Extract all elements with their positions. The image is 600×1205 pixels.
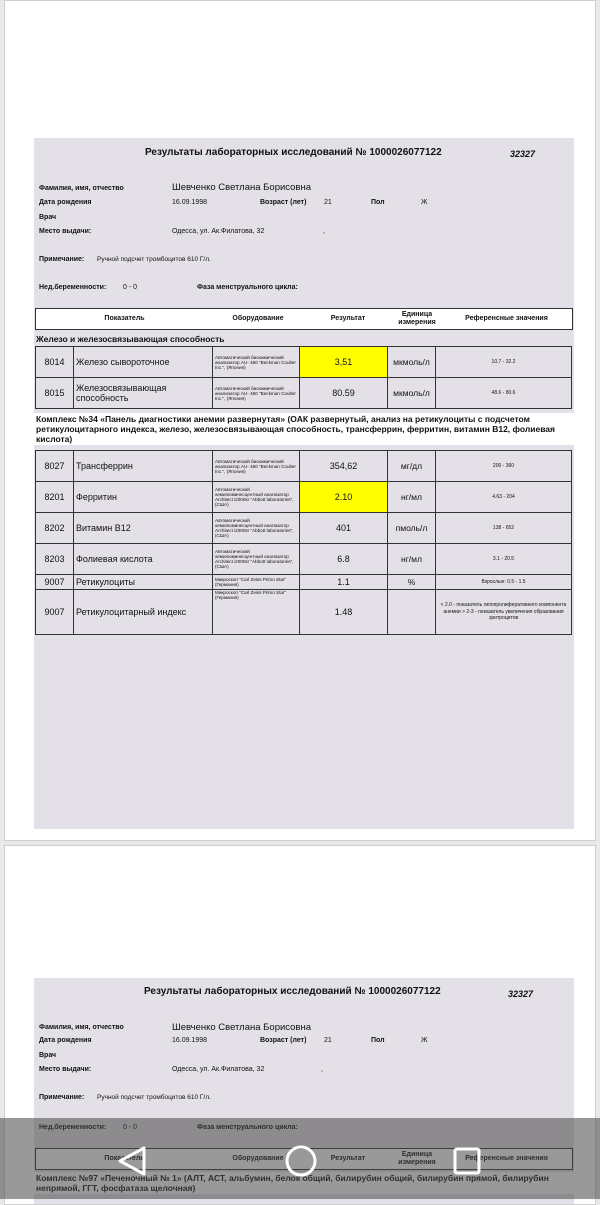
- test-unit: [388, 590, 436, 635]
- test-name: Трансферрин: [74, 451, 213, 482]
- table-row: [36, 544, 572, 575]
- place-label: Место выдачи:: [39, 1066, 92, 1073]
- place-value: Одесса, ул. Ак.Филатова, 32: [172, 1066, 265, 1073]
- results-table-header: [35, 308, 573, 330]
- test-name: Железосвязывающая способность: [74, 378, 213, 409]
- section-title: Комплекс №34 «Панель диагностики анемии развернутая» (ОАК развернутый, анализ на ретикулоциты с подсчетом ретикулоцитарного индекса, железо, железосвязывающая способность, трансферрин, ферритин, витамин В12, фолиевая кислота): [34, 413, 574, 445]
- dob-label: Дата рождения: [39, 199, 92, 206]
- test-code: 9007: [36, 590, 74, 635]
- test-equipment: Микроскоп "Carl Zeiss Primo Star" (Германия): [213, 575, 300, 590]
- age-value: 21: [324, 1037, 332, 1044]
- test-equipment: Автоматический биохимический анализатор AU- 480 "Beckman Coulter Inc.", (Япония): [213, 378, 300, 409]
- pregnancy-label: Нед.беременности:: [39, 284, 107, 291]
- test-name: Ретикулоцитарный индекс: [74, 590, 213, 635]
- doctor-label: Врач: [39, 1052, 57, 1059]
- test-result: 6.8: [300, 544, 388, 575]
- test-result: 80.59: [300, 378, 388, 409]
- age-label: Возраст (лет): [260, 199, 307, 206]
- age-value: 21: [324, 199, 332, 206]
- dob-label: Дата рождения: [39, 1037, 92, 1044]
- test-result: 3,51: [300, 347, 388, 378]
- test-code: 9007: [36, 575, 74, 590]
- header-indicator: Показатель: [104, 315, 145, 322]
- header-reference: Референсные значения: [465, 315, 548, 322]
- recents-icon[interactable]: [451, 1145, 483, 1177]
- back-icon[interactable]: [115, 1144, 149, 1178]
- test-reference: 4.63 - 204: [436, 482, 572, 513]
- test-unit: пмоль/л: [388, 513, 436, 544]
- results-table: [35, 346, 572, 409]
- dob-value: 16.09.1998: [172, 199, 208, 206]
- document-page-1: [4, 0, 596, 841]
- test-result: 1.1: [300, 575, 388, 590]
- test-result: 1.48: [300, 590, 388, 635]
- system-navigation-bar: [0, 1118, 600, 1199]
- test-name: Ферритин: [74, 482, 213, 513]
- header-unit: Единица измерения: [398, 311, 436, 326]
- report-number: 32327: [508, 989, 534, 999]
- test-equipment: Автоматический хемилюминесцентный анализатор Architect i2000sr "Abbott laboratories", (США): [213, 544, 300, 575]
- test-equipment: Автоматический биохимический анализатор AU- 480 "Beckman Coulter Inc.", (Япония): [213, 451, 300, 482]
- pregnancy-value: 0 - 0: [123, 284, 138, 291]
- place-comma: ,: [321, 1066, 323, 1073]
- test-reference: 48.6 - 80.6: [436, 378, 572, 409]
- test-equipment: Автоматический биохимический анализатор AU- 480 "Beckman Coulter Inc.", (Япония): [213, 347, 300, 378]
- test-name: Витамин В12: [74, 513, 213, 544]
- patient-name: Шевченко Светлана Борисовна: [172, 182, 312, 193]
- results-table: [35, 450, 572, 635]
- note-value: Ручной подсчет тромбоцитов 610 Г/л.: [97, 256, 211, 263]
- table-row: [36, 513, 572, 544]
- test-equipment: Автоматический хемилюминесцентный анализатор Architect i2000sr "Abbott laboratories", (США): [213, 482, 300, 513]
- patient-label: Фамилия, имя, отчество: [39, 1024, 124, 1031]
- test-unit: %: [388, 575, 436, 590]
- place-comma: ,: [323, 228, 325, 235]
- header-result: Результат: [330, 315, 366, 322]
- test-code: 8014: [36, 347, 74, 378]
- sex-label: Пол: [371, 199, 385, 206]
- header-equipment: Оборудование: [232, 315, 284, 322]
- test-reference: 138 - 652: [436, 513, 572, 544]
- test-unit: нг/мл: [388, 544, 436, 575]
- test-reference: Взрослые: 0.5 - 1.5: [436, 575, 572, 590]
- table-row: [36, 347, 572, 378]
- lab-report-sheet: [34, 138, 574, 829]
- place-label: Место выдачи:: [39, 228, 92, 235]
- test-name: Железо сывороточное: [74, 347, 213, 378]
- report-number: 32327: [510, 149, 536, 159]
- patient-name: Шевченко Светлана Борисовна: [172, 1022, 312, 1033]
- note-label: Примечание:: [39, 1094, 85, 1101]
- place-value: Одесса, ул. Ак.Филатова, 32: [172, 228, 265, 235]
- sex-label: Пол: [371, 1037, 385, 1044]
- age-label: Возраст (лет): [260, 1037, 307, 1044]
- test-unit: мг/дл: [388, 451, 436, 482]
- test-result: 401: [300, 513, 388, 544]
- section-title: Железо и железосвязывающая способность: [36, 334, 225, 344]
- report-title: Результаты лабораторных исследований № 1000026077122: [144, 986, 441, 997]
- test-code: 8015: [36, 378, 74, 409]
- test-unit: нг/мл: [388, 482, 436, 513]
- test-name: Фолиевая кислота: [74, 544, 213, 575]
- note-label: Примечание:: [39, 256, 85, 263]
- note-value: Ручной подсчет тромбоцитов 610 Г/л.: [97, 1094, 211, 1101]
- test-code: 8202: [36, 513, 74, 544]
- patient-label: Фамилия, имя, отчество: [39, 185, 124, 192]
- test-unit: мкмоль/л: [388, 347, 436, 378]
- test-code: 8027: [36, 451, 74, 482]
- sex-value: Ж: [421, 199, 428, 206]
- test-reference: 200 - 360: [436, 451, 572, 482]
- test-equipment: Автоматический хемилюминесцентный анализатор Architect i2000sr "Abbott laboratories", (США): [213, 513, 300, 544]
- table-row: [36, 590, 572, 635]
- test-result: 2.10: [300, 482, 388, 513]
- test-reference: 3.1 - 20.5: [436, 544, 572, 575]
- dob-value: 16.09.1998: [172, 1037, 208, 1044]
- doctor-label: Врач: [39, 214, 57, 221]
- test-reference: 10.7 - 32.2: [436, 347, 572, 378]
- home-icon[interactable]: [283, 1143, 319, 1179]
- test-name: Ретикулоциты: [74, 575, 213, 590]
- test-reference: < 2.0 - показатель гипопролиферативного компонента анемии > 2-3 - показатель увеличения образования эритроцитов: [436, 590, 572, 635]
- sex-value: Ж: [421, 1037, 428, 1044]
- table-row: [36, 482, 572, 513]
- table-row: [36, 575, 572, 590]
- cycle-phase-label: Фаза менструального цикла:: [197, 284, 298, 291]
- test-code: 8201: [36, 482, 74, 513]
- test-unit: мкмоль/л: [388, 378, 436, 409]
- report-title: Результаты лабораторных исследований № 1000026077122: [145, 147, 442, 158]
- table-row: [36, 378, 572, 409]
- test-equipment: Микроскоп "Carl Zeiss Primo Star" (Германия): [213, 590, 300, 635]
- table-row: [36, 451, 572, 482]
- test-code: 8203: [36, 544, 74, 575]
- test-result: 354,62: [300, 451, 388, 482]
